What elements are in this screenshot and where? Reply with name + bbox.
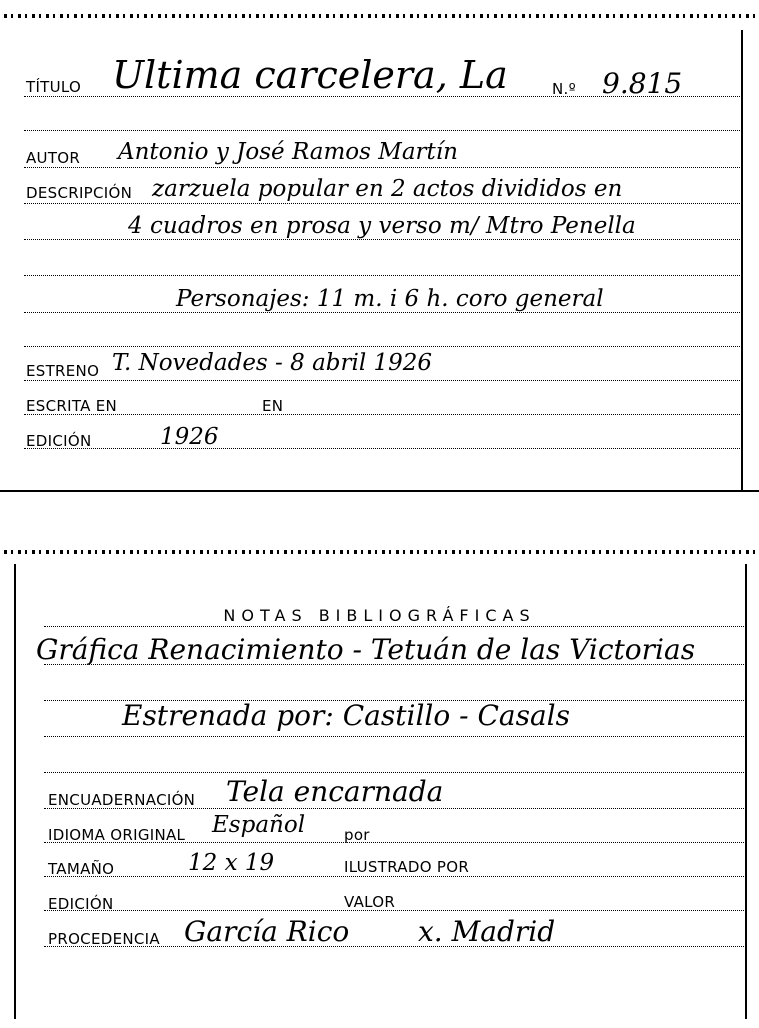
en-label: EN xyxy=(262,397,284,415)
notas-line-2: Estrenada por: Castillo - Casals xyxy=(122,699,570,732)
ruled-line xyxy=(24,203,740,204)
ruled-line xyxy=(24,167,740,168)
autor-label: AUTOR xyxy=(26,149,81,167)
catalog-card-main xyxy=(0,0,759,495)
ruled-line xyxy=(24,448,740,449)
ilustrado-label: ILUSTRADO POR xyxy=(344,858,470,876)
personajes-note: Personajes: 11 m. i 6 h. coro general xyxy=(176,286,604,312)
card-bottom-border xyxy=(0,490,759,492)
titulo-value: Ultima carcelera, La xyxy=(112,53,508,97)
ruled-line xyxy=(44,772,744,773)
ruled-line xyxy=(24,239,740,240)
estreno-value: T. Novedades - 8 abril 1926 xyxy=(112,350,433,376)
estreno-label: ESTRENO xyxy=(26,362,100,380)
ruled-line xyxy=(24,275,740,276)
encuadernacion-label: ENCUADERNACIÓN xyxy=(48,791,196,809)
card-top-edge xyxy=(4,14,755,18)
card-top-edge xyxy=(4,550,755,554)
autor-value: Antonio y José Ramos Martín xyxy=(118,139,458,165)
descripcion-line-1: zarzuela popular en 2 actos divididos en xyxy=(152,176,623,202)
card-right-border xyxy=(741,30,743,490)
titulo-label: TÍTULO xyxy=(26,78,82,96)
procedencia-place: x. Madrid xyxy=(418,915,556,948)
ruled-line xyxy=(24,346,740,347)
tamano-label: TAMAÑO xyxy=(48,860,115,878)
edicion-value: 1926 xyxy=(160,424,219,450)
por-label: por xyxy=(344,826,370,844)
numero-label: N.º xyxy=(552,80,576,98)
ruled-line xyxy=(44,736,744,737)
notas-header: NOTAS BIBLIOGRÁFICAS xyxy=(223,606,536,625)
notas-line-1: Gráfica Renacimiento - Tetuán de las Victorias xyxy=(36,633,696,666)
catalog-card-notes xyxy=(0,540,759,1028)
encuadernacion-value: Tela encarnada xyxy=(226,775,444,808)
ruled-line xyxy=(24,414,740,415)
escrita-en-label: ESCRITA EN xyxy=(26,397,118,415)
ruled-line xyxy=(24,130,740,131)
procedencia-value: García Rico xyxy=(184,915,350,948)
ruled-line xyxy=(44,626,744,627)
idioma-value: Español xyxy=(212,812,306,838)
ruled-line xyxy=(24,312,740,313)
valor-label: VALOR xyxy=(344,893,396,911)
ruled-line xyxy=(24,380,740,381)
descripcion-line-2: 4 cuadros en prosa y verso m/ Mtro Penella xyxy=(128,213,636,239)
idioma-label: IDIOMA ORIGINAL xyxy=(48,826,186,844)
ruled-line xyxy=(44,876,744,877)
numero-value: 9.815 xyxy=(602,67,683,100)
procedencia-label: PROCEDENCIA xyxy=(48,930,160,948)
card-left-border xyxy=(14,564,16,1019)
edicion-label: EDICIÓN xyxy=(26,432,92,450)
tamano-value: 12 x 19 xyxy=(188,850,275,876)
card-right-border xyxy=(745,564,747,1019)
edicion-label: EDICIÓN xyxy=(48,895,114,913)
descripcion-label: DESCRIPCIÓN xyxy=(26,184,133,202)
